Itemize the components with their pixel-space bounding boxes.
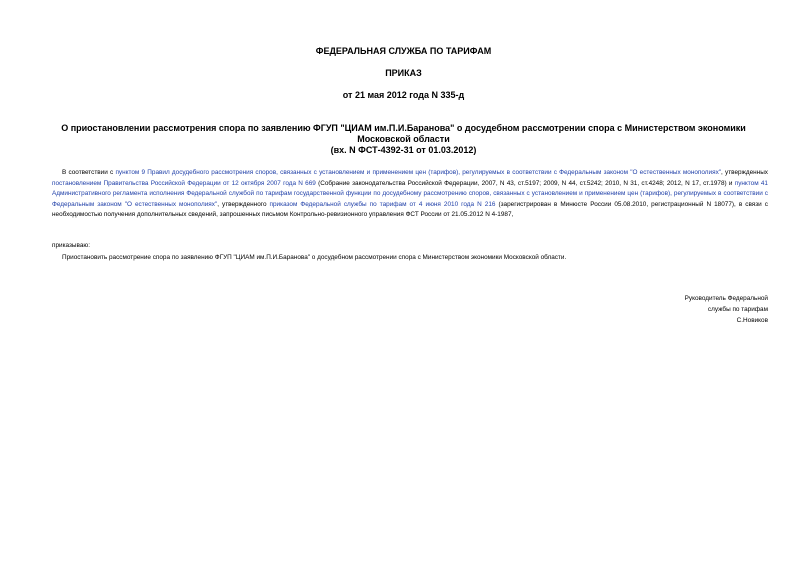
preamble-text-b: , утвержденных — [721, 169, 768, 176]
link-fst-order-216[interactable]: приказом Федеральной службы по тарифам от 4 июня 2010 года N 216 — [269, 200, 496, 208]
order-keyword: приказываю: — [52, 242, 90, 249]
document-title — [60, 123, 747, 156]
document-date: от 21 мая 2012 года N 335-д — [342, 90, 465, 100]
preamble-paragraph — [52, 168, 768, 221]
link-rules-item-9[interactable]: пунктом 9 Правил досудебного рассмотрения споров, связанных с установлением и применением цен (тарифов), регулируемых в соответствии с Федеральным законом "О естественных монополиях" — [115, 169, 722, 176]
preamble-text-e: (зарегистрирован в Минюсте России 05.08.2010, регистрационный N 18077), в связи с необходимостью получения дополнительных сведений, запрошенных письмом Контрольно-ревизионного управления ФСТ России от 21.05.2012 N 4-1987, — [52, 200, 768, 219]
link-regulation-item-41[interactable]: пунктом 41 Административного регламента исполнения Федеральной службой по тарифам государственной функции по досудебному рассмотрению споров, связанных с установлением и применением цен (тарифов), регулируемых в соответствии с Федеральным законом "О естественных монополиях" — [52, 179, 768, 208]
signature-position-line-2: службы по тарифам — [707, 306, 768, 313]
signature-name: С.Новиков — [736, 317, 768, 324]
title-line-2: Московской области — [357, 134, 450, 144]
preamble-text-c: (Собрание законодательства Российской Федерации, 2007, N 43, ст.5197; 2009, N 44, ст.5242; 2010, N 31, ст.4248; 2012, N 17, ст.1978) и — [315, 179, 735, 187]
preamble-text-a: В соответствии с — [62, 169, 116, 176]
preamble-text-d: , утвержденного — [217, 200, 270, 208]
title-line-1: О приостановлении рассмотрения спора по заявлению ФГУП "ЦИАМ им.П.И.Баранова" о досудебном рассмотрении спора с Министерством экономики — [61, 123, 746, 133]
link-government-decree-669[interactable]: постановлением Правительства Российской Федерации от 12 октября 2007 года N 669 — [52, 179, 316, 187]
document-type: ПРИКАЗ — [385, 68, 422, 78]
signature-position-line-1: Руководитель Федеральной — [684, 295, 768, 302]
title-line-3: (вх. N ФСТ-4392-31 от 01.03.2012) — [330, 145, 477, 155]
order-paragraph: Приостановить рассмотрение спора по заявлению ФГУП "ЦИАМ им.П.И.Баранова" о досудебном рассмотрении спора с Министерством экономики Московской области. — [62, 254, 567, 261]
agency-name: ФЕДЕРАЛЬНАЯ СЛУЖБА ПО ТАРИФАМ — [315, 46, 492, 56]
